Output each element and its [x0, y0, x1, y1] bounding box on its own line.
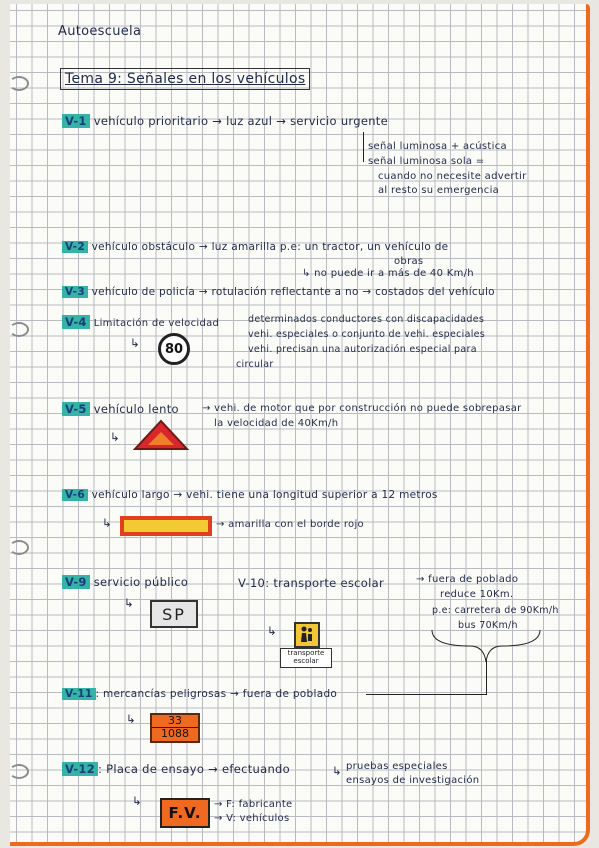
v4-note: vehi. precisan una autorización especial para	[248, 344, 477, 355]
v12-text: : Placa de ensayo → efectuando	[98, 762, 290, 776]
v1-code: V-1	[62, 114, 90, 128]
v5-note: la velocidad de 40Km/h	[214, 418, 339, 429]
arrow-glyph: ↳	[132, 794, 142, 808]
notebook-header: Autoescuela	[58, 24, 142, 39]
page-title: Tema 9: Señales en los vehículos	[60, 68, 310, 90]
v4-text: Limitación de velocidad	[93, 318, 220, 329]
arrow-glyph: ↳	[130, 336, 140, 350]
binder-ring	[10, 76, 29, 91]
connector-line	[366, 694, 487, 695]
v5-text: vehículo lento	[93, 402, 179, 416]
v5-code: V-5	[62, 402, 90, 416]
v2-text: vehículo obstáculo → luz amarilla p.e: un tractor, un vehículo de	[91, 241, 449, 253]
v11-text: : mercancías peligrosas → fuera de poblado	[95, 688, 338, 700]
v5-line	[62, 402, 179, 416]
v10-note: → fuera de poblado	[416, 574, 519, 585]
binder-ring	[10, 764, 29, 779]
v11-code: V-11	[62, 688, 96, 700]
public-service-sp-sign: SP	[150, 600, 198, 628]
v6-code: V-6	[62, 489, 88, 501]
v1-note: al resto su emergencia	[378, 185, 500, 196]
v3-line	[62, 286, 495, 298]
arrow-glyph: ↳	[102, 516, 112, 530]
arrow-glyph: ↳	[267, 624, 277, 638]
v3-text: vehículo de policía → rotulación reflectante a no → costados del vehículo	[91, 286, 495, 298]
arrow-glyph: ↳	[126, 712, 136, 726]
v2-code: V-2	[62, 241, 88, 253]
v4-code: V-4	[62, 315, 90, 329]
test-plate-fv-sign: F.V.	[160, 798, 210, 828]
v4-line	[62, 315, 219, 329]
notebook-page	[10, 4, 590, 846]
arrow-glyph: ↳	[110, 430, 120, 444]
connector-line	[486, 660, 487, 694]
v2-line3: ↳ no puede ir a más de 40 Km/h	[302, 268, 474, 279]
plate-top-number: 33	[152, 715, 198, 728]
v12-note: pruebas especiales	[346, 761, 448, 772]
binder-ring	[10, 540, 29, 555]
v3-code: V-3	[62, 286, 88, 298]
v1-line	[62, 114, 388, 128]
v11-line	[62, 688, 337, 700]
slow-vehicle-triangle-icon	[132, 418, 190, 452]
v4-note: vehi. especiales o conjunto de vehi. especiales	[248, 329, 486, 340]
arrow-glyph: ↳	[332, 764, 342, 778]
bracket	[363, 132, 364, 162]
v12-code: V-12	[62, 762, 98, 776]
v6-line	[62, 489, 438, 501]
bracket	[430, 628, 550, 668]
v1-note: señal luminosa + acústica	[368, 141, 507, 152]
v10-text: : transporte escolar	[265, 576, 384, 590]
v12-note: ensayos de investigación	[346, 775, 480, 786]
plate-bottom-number: 1088	[161, 727, 189, 740]
v10-code: V-10	[238, 576, 266, 590]
v6-text: vehículo largo → vehi. tiene una longitud superior a 12 metros	[91, 489, 438, 501]
v6-bar-note: → amarilla con el borde rojo	[216, 519, 364, 530]
v2-line2: obras	[394, 256, 424, 267]
v9-code: V-9	[62, 575, 90, 589]
v1-text: vehículo prioritario → luz azul → servicio urgente	[93, 114, 388, 128]
v12-legend: → V: vehículos	[214, 813, 290, 824]
v1-note: cuando no necesite advertir	[378, 171, 527, 182]
v5-note: → vehi. de motor que por construcción no puede sobrepasar	[202, 403, 522, 414]
v10-note: bus 70Km/h	[458, 620, 518, 631]
v9-line	[62, 575, 188, 589]
v4-note: determinados conductores con discapacidades	[248, 314, 485, 325]
v2-line	[62, 241, 448, 253]
v9-text: servicio público	[93, 575, 189, 589]
v10-note: p.e: carretera de 90Km/h	[432, 605, 559, 616]
school-children-icon	[294, 622, 320, 648]
dangerous-goods-plate	[150, 713, 200, 743]
v10-note: reduce 10Km.	[440, 589, 514, 600]
v12-legend: → F: fabricante	[214, 799, 293, 810]
long-vehicle-panel-icon	[120, 516, 212, 536]
arrow-glyph: ↳	[124, 596, 134, 610]
binder-ring	[10, 322, 29, 337]
v10-line	[238, 576, 384, 590]
school-transport-plate: transporte escolar	[280, 648, 332, 668]
v12-line	[62, 762, 290, 776]
v4-note: circular	[236, 359, 274, 370]
speed-limit-80-icon: 80	[158, 333, 190, 365]
v1-note: señal luminosa sola =	[368, 156, 485, 167]
